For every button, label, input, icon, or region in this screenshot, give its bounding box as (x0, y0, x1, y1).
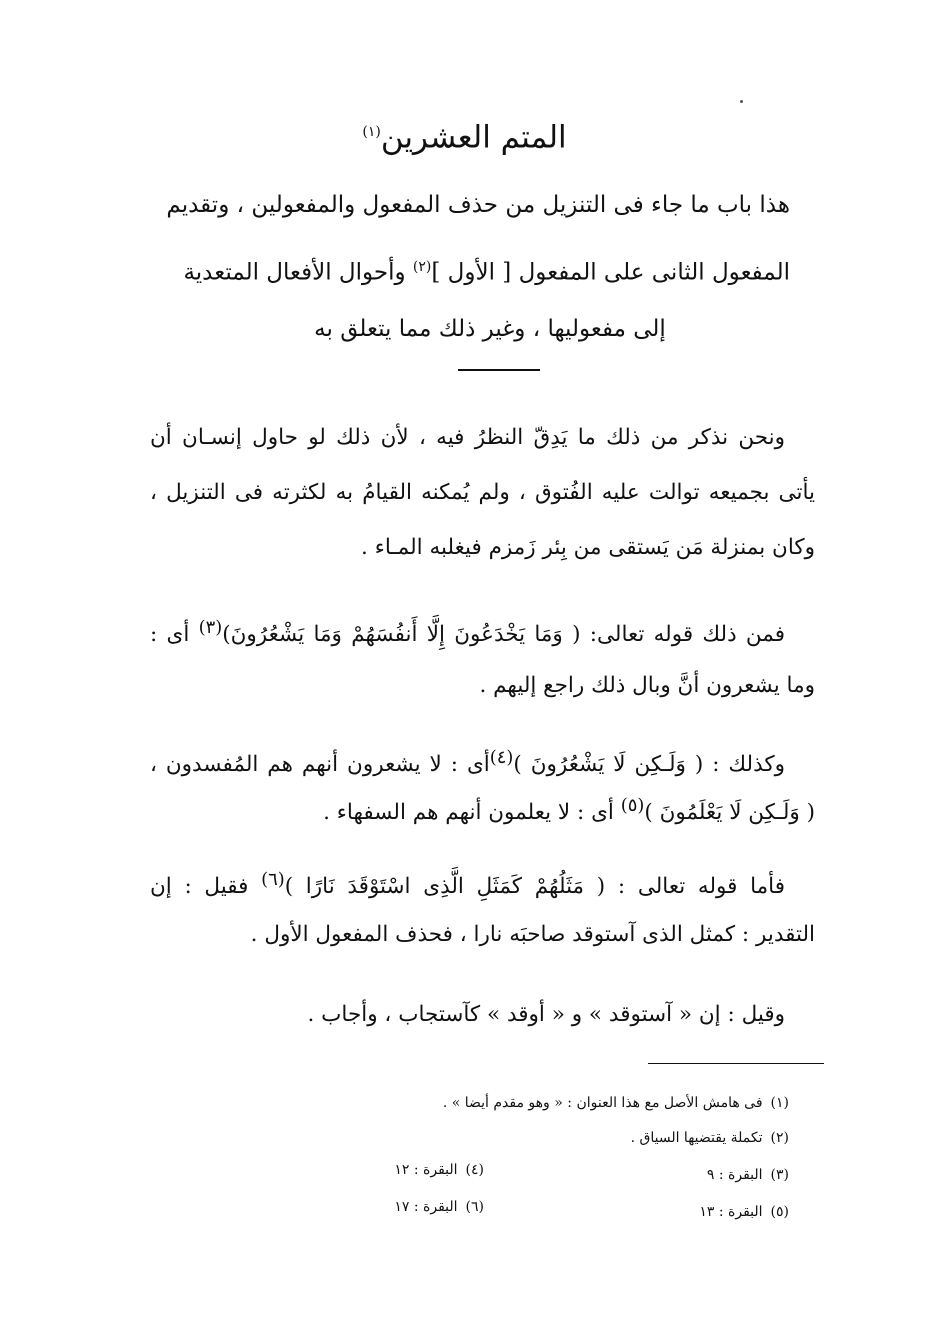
heading-line-2 (183, 244, 790, 290)
footnote-3-text: البقرة : ٩ (706, 1167, 763, 1183)
heading-footnote-ref: (٢) (412, 259, 432, 275)
p2-line-1 (150, 608, 815, 648)
chapter-title-text: المتم العشرين (380, 119, 567, 156)
footnote-5-text: البقرة : ١٣ (699, 1204, 763, 1220)
footnote-3 (707, 1165, 789, 1185)
footnote-divider (648, 1063, 824, 1064)
p3-line-2a: ( وَلَـكِن لَا يَعْلَمُونَ ) (644, 800, 815, 826)
footnote-4 (394, 1160, 484, 1180)
footnote-6-number: (٦) (465, 1199, 484, 1215)
footnote-3-number: (٣) (770, 1167, 789, 1183)
p2-line-1a: فمن ذلك قوله تعالى: ( وَمَا يَخْدَعُونَ إِلَّا أَنفُسَهُمْ وَمَا يَشْعُرُونَ) (222, 622, 785, 648)
footnote-2-text: تكملة يقتضيها السياق . (630, 1130, 763, 1146)
speck (740, 100, 743, 103)
footnote-2 (631, 1128, 789, 1148)
footnote-4-text: البقرة : ١٢ (394, 1162, 458, 1178)
p3-footnote-ref-5: (٥) (620, 795, 645, 816)
p4-line-1 (150, 860, 815, 900)
title-footnote-ref: (١) (362, 124, 381, 140)
p1-line-3: وكان بمنزلة مَن يَستقى من بِئر زَمزم فيغلبه المـاء . (361, 535, 815, 560)
p3-footnote-ref-4: (٤) (489, 747, 514, 768)
footnote-6-text: البقرة : ١٧ (394, 1199, 458, 1215)
heading-line-3: إلى مفعوليها ، وغير ذلك مما يتعلق به (314, 316, 666, 342)
heading-line-2a: المفعول الثانى على المفعول [ الأول ] (431, 259, 790, 286)
footnote-2-number: (٢) (770, 1130, 789, 1146)
p4-line-1b: فقيل : إن (150, 874, 262, 900)
chapter-title (0, 112, 929, 157)
section-divider (458, 369, 540, 371)
p3-line-1b: أى : لا يشعرون أنهم هم المُفسدون ، (150, 752, 490, 778)
footnote-4-number: (٤) (465, 1162, 484, 1178)
p4-footnote-ref: (٦) (261, 869, 285, 890)
footnote-5-number: (٥) (770, 1204, 789, 1220)
footnote-1-text: فى هامش الأصل مع هذا العنوان : « وهو مقدم أيضا » . (442, 1095, 763, 1111)
p2-line-2: وما يشعرون أنَّ وبال ذلك راجع إليهم . (479, 673, 815, 698)
p1-line-1: ونحن نذكر من ذلك ما يَدِقّ النظرُ فيه ، لأن ذلك لو حاول إنسـان أن (150, 425, 785, 450)
p2-footnote-ref: (٣) (198, 617, 223, 638)
p2-line-1b: أى : (150, 622, 199, 648)
p4-line-2: التقدير : كمثل الذى آستوقد صاحبَه نارا ، فحذف المفعول الأول . (250, 922, 815, 947)
heading-line-1: هذا باب ما جاء فى التنزيل من حذف المفعول والمفعولين ، وتقديم (166, 192, 790, 218)
p3-line-2 (150, 786, 815, 826)
p4-line-1a: فأما قوله تعالى : ( مَثَلُهُمْ كَمَثَلِ الَّذِى اسْتَوْقَدَ نَارًا ) (284, 874, 785, 900)
footnote-1 (443, 1093, 789, 1113)
footnote-1-number: (١) (770, 1095, 789, 1111)
p5-line-1: وقيل : إن « آستوقد » و « أوقد » كآستجاب ، وأجاب . (307, 1002, 785, 1027)
p3-line-2b: أى : لا يعلمون أنهم هم السفهاء . (323, 800, 621, 826)
p3-line-1 (150, 738, 815, 778)
footnote-5 (699, 1202, 789, 1222)
footnote-6 (394, 1197, 484, 1217)
p1-line-2: يأتى بجميعه توالت عليه الفُتوق ، ولم يُمكنه القيامُ به لكثرته فى التنزيل ، (150, 480, 815, 505)
p3-line-1a: وكذلك : ( وَلَـكِن لَا يَشْعُرُونَ ) (513, 752, 785, 778)
heading-line-2b: وأحوال الأفعال المتعدية (183, 259, 413, 286)
